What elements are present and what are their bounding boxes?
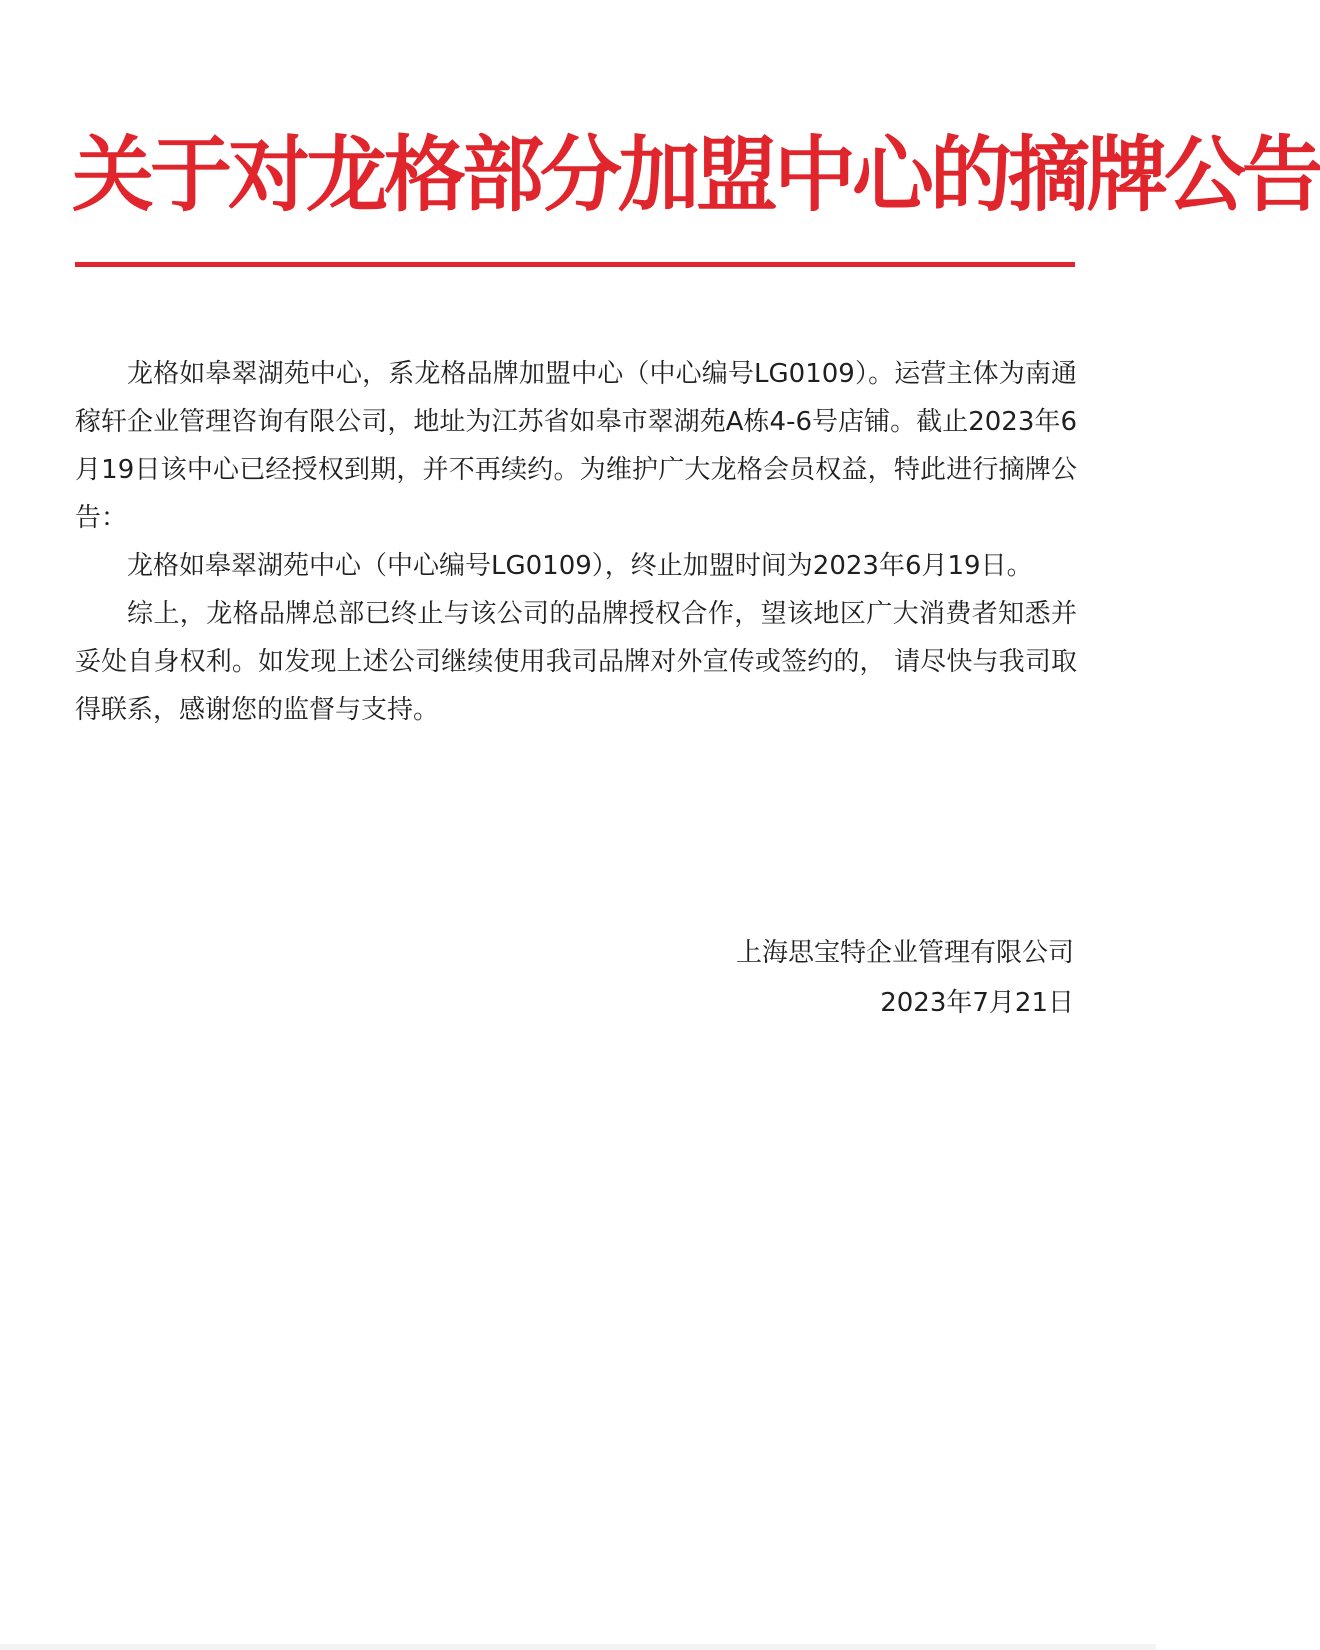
announcement-title: 关于对龙格部分加盟中心的摘牌公告 (72, 128, 1320, 223)
signature-block (736, 928, 1074, 1028)
signature-date: 2023年7月21日 (880, 988, 1074, 1018)
body-paragraph: 综上，龙格品牌总部已终止与该公司的品牌授权合作，望该地区广大消费者知悉并妥处自身权利。如发现上述公司继续使用我司品牌对外宣传或签约的， 请尽快与我司取得联系，感谢您的监督与支持。 (75, 599, 1077, 725)
announcement-body (75, 350, 1077, 734)
title-divider (75, 262, 1075, 267)
body-paragraph: 龙格如皋翠湖苑中心，系龙格品牌加盟中心（中心编号LG0109）。运营主体为南通稼轩企业管理咨询有限公司，地址为江苏省如皋市翠湖苑A栋4-6号店铺。截止2023年6月19日该中心已经授权到期，并不再续约。为维护广大龙格会员权益，特此进行摘牌公告： (75, 359, 1077, 533)
body-paragraph: 龙格如皋翠湖苑中心（中心编号LG0109），终止加盟时间为2023年6月19日。 (127, 551, 1033, 581)
page-bottom-edge (0, 1644, 1156, 1650)
signature-company: 上海思宝特企业管理有限公司 (735, 938, 1074, 968)
